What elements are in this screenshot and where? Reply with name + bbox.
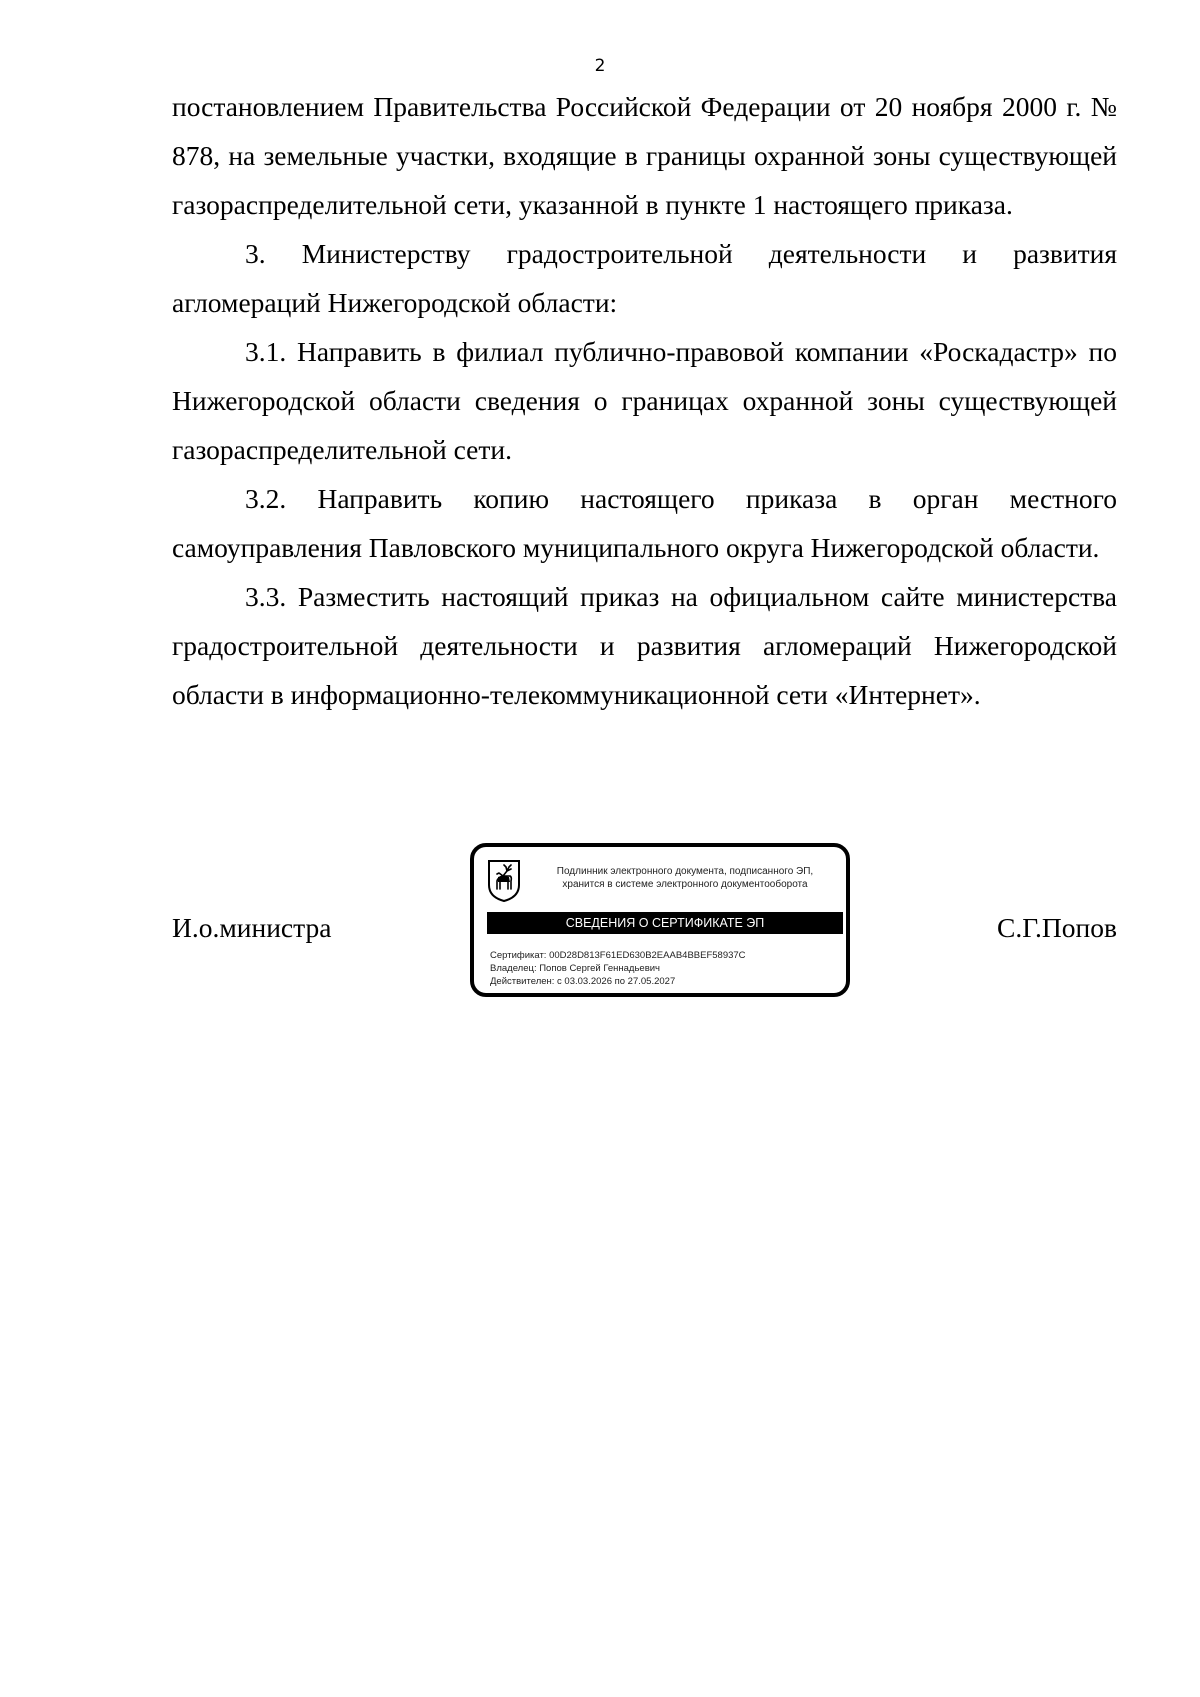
page-number: 2 bbox=[594, 56, 606, 76]
stamp-note-line-1: Подлинник электронного документа, подписанного ЭП, bbox=[556, 866, 814, 877]
stamp-note bbox=[534, 865, 836, 891]
signer-name: С.Г.Попов bbox=[997, 912, 1117, 943]
certificate-validity: Действителен: с 03.03.2026 по 27.05.2027 bbox=[490, 976, 676, 987]
paragraph-item-3-2: 3.2. Направить копию настоящего приказа в орган местного самоуправления Павловского муниципального округа Нижегородской области. bbox=[172, 483, 1117, 563]
paragraph-item-3-3: 3.3. Разместить настоящий приказ на официальном сайте министерства градостроительной деятельности и развития агломераций Нижегородской области в информационно-телекоммуникационной сети «Интернет». bbox=[172, 581, 1117, 710]
deer-emblem-icon bbox=[487, 859, 521, 903]
signer-position: И.о.министра bbox=[172, 912, 332, 943]
paragraph-continuation: постановлением Правительства Российской Федерации от 20 ноября 2000 г. № 878, на земельные участки, входящие в границы охранной зоны существующей газораспределительной сети, указанной в пункте 1 настоящего приказа. bbox=[172, 91, 1117, 220]
stamp-header: СВЕДЕНИЯ О СЕРТИФИКАТЕ ЭП bbox=[487, 912, 843, 934]
certificate-details bbox=[490, 949, 840, 988]
paragraph-item-3-1: 3.1. Направить в филиал публично-правовой компании «Роскадастр» по Нижегородской области сведения о границах охранной зоны существующей газораспределительной сети. bbox=[172, 336, 1117, 465]
paragraph-item-3: 3. Министерству градостроительной деятельности и развития агломераций Нижегородской области: bbox=[172, 238, 1117, 318]
document-body bbox=[172, 82, 1117, 719]
stamp-note-line-2: хранится в системе электронного документооборота bbox=[562, 879, 808, 890]
certificate-number: Сертификат: 00D28D813F61ED630B2EAAB4BBEF58937C bbox=[490, 950, 746, 961]
electronic-signature-stamp bbox=[470, 843, 850, 997]
certificate-owner: Владелец: Попов Сергей Геннадьевич bbox=[490, 963, 661, 974]
